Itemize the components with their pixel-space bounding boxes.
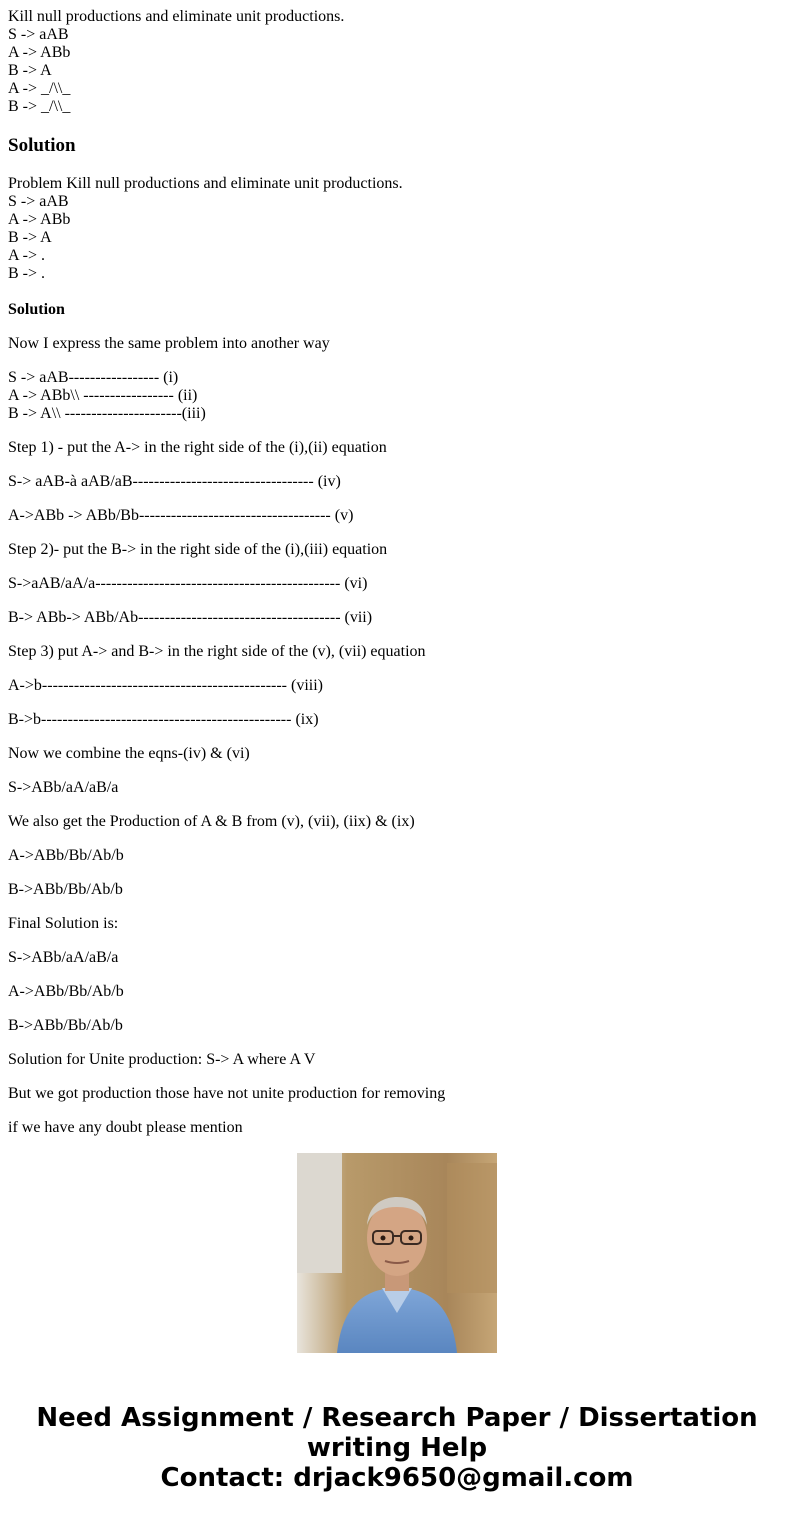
question-line: A -> _/\\_ xyxy=(8,80,71,97)
paragraph: A->ABb/Bb/Ab/b xyxy=(8,983,124,1000)
paragraph: Final Solution is: xyxy=(8,915,119,932)
paragraph: A->ABb/Bb/Ab/b xyxy=(8,847,124,864)
equation-line: A -> ABb\\ ----------------- (ii) xyxy=(8,387,198,404)
question-line: S -> aAB xyxy=(8,26,69,43)
paragraph: Solution for Unite production: S-> A where A V xyxy=(8,1051,316,1068)
paragraph: B->b----------------------------------------------- (ix) xyxy=(8,711,319,728)
problem-line: A -> . xyxy=(8,247,46,264)
paragraph: if we have any doubt please mention xyxy=(8,1119,243,1136)
problem-line: S -> aAB xyxy=(8,193,69,210)
paragraph: S-> aAB-à aAB/aB---------------------------------- (iv) xyxy=(8,473,341,490)
intro-paragraph: Now I express the same problem into another way xyxy=(8,335,330,352)
paragraph: B->ABb/Bb/Ab/b xyxy=(8,881,123,898)
assignment-help-banner xyxy=(0,1403,794,1493)
question-title: Kill null productions and eliminate unit productions. xyxy=(8,8,345,25)
problem-block xyxy=(8,175,788,283)
paragraph: S->ABb/aA/aB/a xyxy=(8,949,119,966)
paragraph: B->ABb/Bb/Ab/b xyxy=(8,1017,123,1034)
question-block xyxy=(8,8,788,116)
paragraph: We also get the Production of A & B from (v), (vii), (iix) & (ix) xyxy=(8,813,415,830)
answer-content xyxy=(8,8,788,1136)
question-line: B -> A xyxy=(8,62,52,79)
paragraph: S->aAB/aA/a---------------------------------------------- (vi) xyxy=(8,575,368,592)
paragraph: Now we combine the eqns-(iv) & (vi) xyxy=(8,745,250,762)
banner-line: writing Help xyxy=(306,1433,488,1463)
paragraph: Step 2)- put the B-> in the right side of the (i),(iii) equation xyxy=(8,541,388,558)
problem-line: B -> . xyxy=(8,265,46,282)
paragraph: S->ABb/aA/aB/a xyxy=(8,779,119,796)
equation-block xyxy=(8,369,788,423)
paragraph: B-> ABb-> ABb/Ab-------------------------------------- (vii) xyxy=(8,609,373,626)
paragraph: A->ABb -> ABb/Bb------------------------------------ (v) xyxy=(8,507,354,524)
solution-heading: Solution xyxy=(8,135,76,156)
solution-subheading: Solution xyxy=(8,301,65,318)
problem-title: Problem Kill null productions and eliminate unit productions. xyxy=(8,175,403,192)
paragraph: Step 3) put A-> and B-> in the right side of the (v), (vii) equation xyxy=(8,643,426,660)
author-avatar xyxy=(297,1153,497,1353)
equation-line: S -> aAB----------------- (i) xyxy=(8,369,179,386)
problem-line: A -> ABb xyxy=(8,211,71,228)
question-line: A -> ABb xyxy=(8,44,71,61)
contact-email[interactable]: Contact: drjack9650@gmail.com xyxy=(160,1463,634,1493)
paragraph: Step 1) - put the A-> in the right side of the (i),(ii) equation xyxy=(8,439,387,456)
problem-line: B -> A xyxy=(8,229,52,246)
author-portrait-image xyxy=(297,1153,497,1353)
paragraph: But we got production those have not unite production for removing xyxy=(8,1085,446,1102)
paragraph: A->b---------------------------------------------- (viii) xyxy=(8,677,323,694)
question-line: B -> _/\\_ xyxy=(8,98,71,115)
banner-line: Need Assignment / Research Paper / Dissertation xyxy=(36,1403,758,1433)
equation-line: B -> A\\ ----------------------(iii) xyxy=(8,405,206,422)
